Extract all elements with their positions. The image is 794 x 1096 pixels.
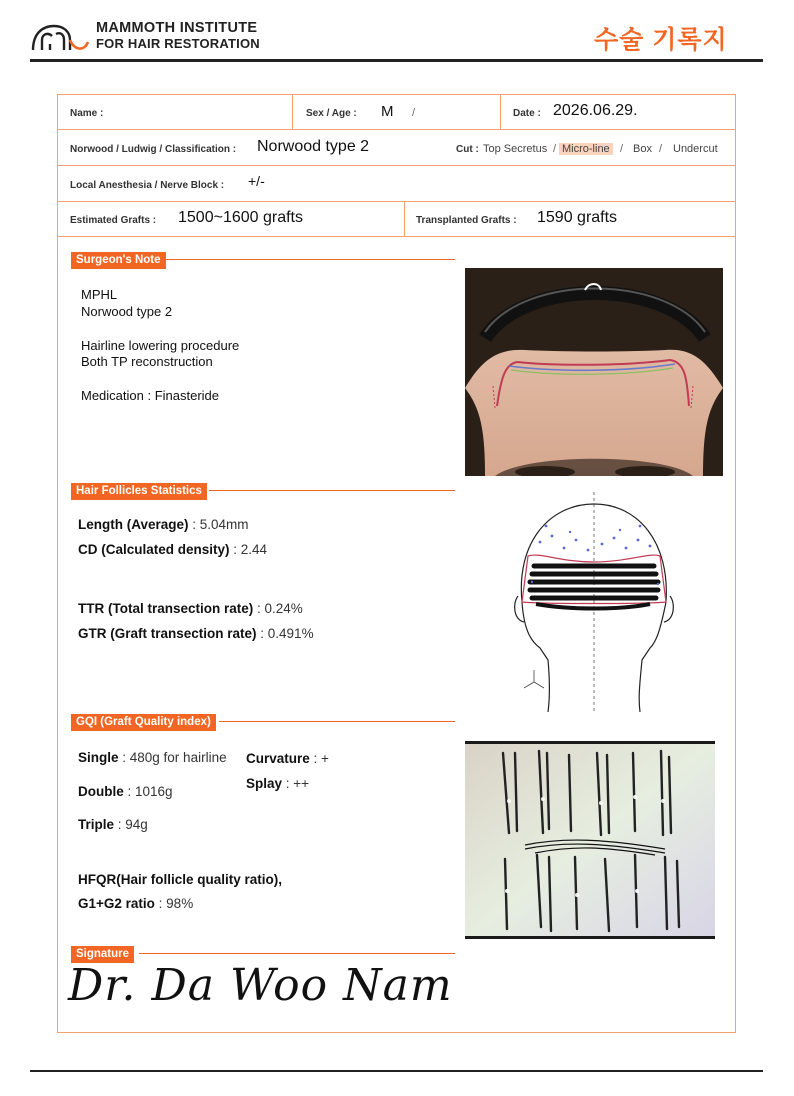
stat-value: : 1016g: [123, 784, 173, 799]
calculated-density-stat: [78, 542, 267, 557]
form-row-divider: [57, 165, 736, 166]
stat-label: CD (Calculated density): [78, 542, 230, 557]
stat-label: HFQR(Hair follicle quality ratio),: [78, 872, 283, 887]
stat-label: TTR (Total transection rate): [78, 601, 254, 616]
length-average-stat: [78, 517, 249, 532]
note-line: Medication : Finasteride: [81, 388, 220, 403]
mammoth-logo-icon: [30, 20, 92, 54]
stat-label: Curvature: [246, 751, 310, 766]
signature-heading: Signature: [71, 946, 134, 963]
stat-label: Length (Average): [78, 517, 189, 532]
stat-value: : 94g: [114, 817, 148, 832]
g1-g2-ratio-stat: [78, 896, 193, 911]
form-col-divider: [404, 201, 405, 236]
cut-label: Cut :: [456, 144, 479, 155]
transplanted-grafts-label: Transplanted Grafts :: [416, 215, 517, 226]
cut-separator: /: [659, 143, 663, 155]
logo-text-line1: MAMMOTH INSTITUTE: [96, 20, 258, 36]
stat-label: GTR (Graft transection rate): [78, 626, 257, 641]
anesthesia-field[interactable]: +/-: [248, 173, 265, 189]
stat-value: : 2.44: [229, 542, 268, 557]
splay-stat: [246, 776, 309, 791]
note-line: Both TP reconstruction: [81, 354, 213, 369]
logo-text-line2: FOR HAIR RESTORATION: [96, 36, 260, 51]
footer-divider: [30, 1070, 763, 1072]
section-rule: [139, 953, 455, 954]
cut-separator: /: [553, 143, 557, 155]
section-rule: [166, 259, 455, 260]
form-col-divider: [292, 94, 293, 129]
estimated-grafts-label: Estimated Grafts :: [70, 215, 157, 226]
document-title: 수술 기록지: [594, 26, 728, 54]
stat-value: : +: [309, 751, 329, 766]
stat-value: : ++: [282, 776, 310, 791]
gtr-stat: [78, 626, 314, 641]
stat-value: : 480g for hairline: [118, 750, 227, 765]
cut-separator: /: [620, 143, 624, 155]
hairline-design-photo: [465, 268, 723, 476]
stat-label: Splay: [246, 776, 283, 791]
date-field[interactable]: 2026.06.29.: [553, 102, 638, 119]
section-rule: [209, 490, 455, 491]
donor-area-diagram: [510, 492, 680, 714]
classification-field[interactable]: Norwood type 2: [257, 138, 370, 155]
hfqr-label: [78, 872, 282, 887]
form-col-divider: [500, 94, 501, 129]
form-row-divider: [57, 236, 736, 237]
stat-value: : 0.491%: [256, 626, 314, 641]
stat-value: : 5.04mm: [188, 517, 249, 532]
stat-value: : 0.24%: [253, 601, 303, 616]
form-row-divider: [57, 201, 736, 202]
cut-option-top-secretus[interactable]: Top Secretus: [483, 143, 548, 155]
section-rule: [219, 721, 455, 722]
gqi-heading: GQI (Graft Quality index): [71, 714, 216, 731]
stat-value: : 98%: [154, 896, 194, 911]
cut-option-undercut[interactable]: Undercut: [673, 143, 718, 155]
name-label: Name :: [70, 108, 104, 119]
sex-age-separator: /: [412, 107, 416, 119]
triple-graft-stat: [78, 817, 148, 832]
doctor-signature: Dr. Da Woo Nam: [68, 960, 453, 1011]
cut-option-box[interactable]: Box: [633, 143, 652, 155]
double-graft-stat: [78, 784, 173, 799]
note-line: Hairline lowering procedure: [81, 338, 240, 353]
note-line: Norwood type 2: [81, 304, 173, 319]
form-row-divider: [57, 129, 736, 130]
stat-label: Single: [78, 750, 119, 765]
stat-label: G1+G2 ratio: [78, 896, 155, 911]
cut-option-micro-line-selected[interactable]: Micro-line: [559, 143, 613, 155]
sex-field[interactable]: M: [381, 103, 394, 120]
date-label: Date :: [513, 108, 541, 119]
ttr-stat: [78, 601, 303, 616]
classification-label: Norwood / Ludwig / Classification :: [70, 144, 237, 155]
surgeons-note-heading: Surgeon's Note: [71, 252, 166, 269]
graft-samples-photo: [465, 741, 715, 939]
note-line: MPHL: [81, 287, 118, 302]
header-divider: [30, 59, 763, 62]
follicle-stats-heading: Hair Follicles Statistics: [71, 483, 207, 500]
transplanted-grafts-field[interactable]: 1590 grafts: [537, 209, 618, 226]
stat-label: Triple: [78, 817, 115, 832]
anesthesia-label: Local Anesthesia / Nerve Block :: [70, 180, 225, 191]
stat-label: Double: [78, 784, 124, 799]
estimated-grafts-field[interactable]: 1500~1600 grafts: [178, 209, 303, 226]
curvature-stat: [246, 751, 329, 766]
single-graft-stat: [78, 750, 227, 765]
sex-age-label: Sex / Age :: [306, 108, 357, 119]
